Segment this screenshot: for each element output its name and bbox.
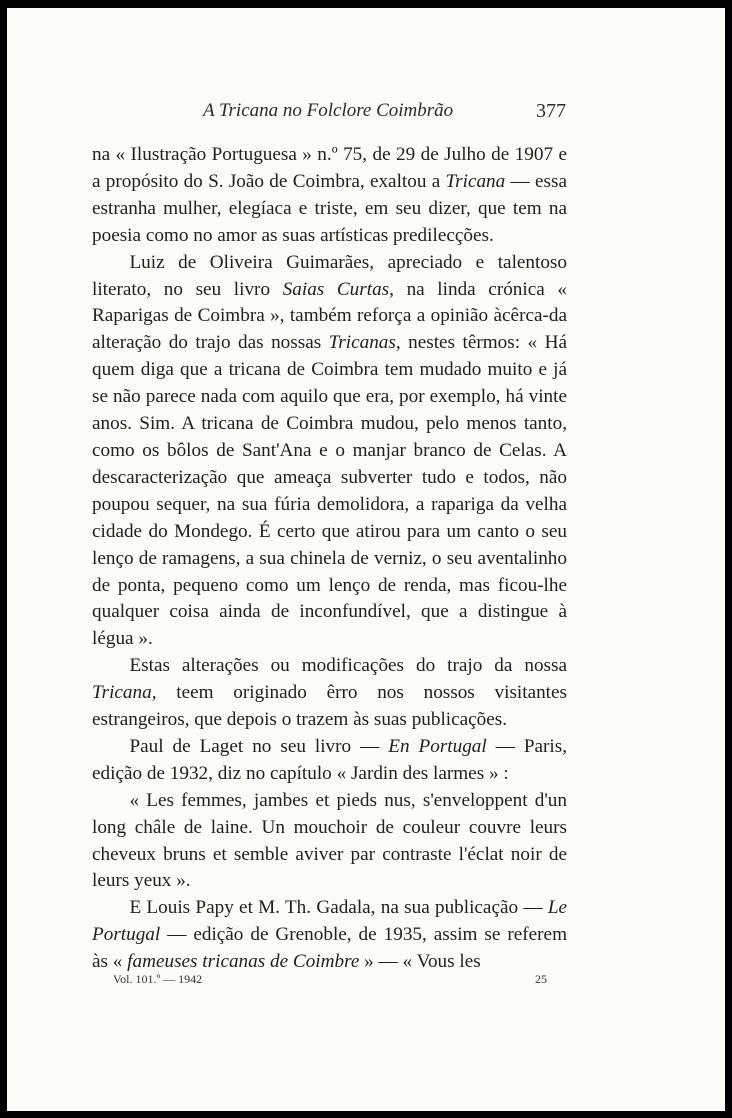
text-run: nestes têrmos: « Há quem diga que a tricana de Coimbra tem mudado muito e já se não parece nada com aquilo que era, por exemplo, há vinte anos. Sim. A tricana de Coimbra mudou, pelo menos tanto, como os bôlos de Sant'Ana e o manjar branco de Celas. A descaracterização que ameaça subverter tudo e todos, não poupou sequer, na sua fúria demolidora, a rapariga da velha cidade do Mondego. É certo que atirou para um canto o seu lenço de ramagens, a sua chinela de verniz, o seu aventalinho de ponta, pequeno como um lenço de renda, mas ficou-lhe qualquer coisa ainda de inconfundível, que a distingue à légua ».: [92, 332, 567, 650]
signature-mark: 25: [535, 972, 547, 986]
paragraph: [92, 788, 567, 896]
italic-text: Saias Curtas,: [282, 278, 394, 300]
text-run: na linda crónica « Raparigas de Coimbra », também reforça a opinião àcêrca-da alteração do trajo das nossas: [92, 278, 567, 354]
body-text: [92, 142, 567, 976]
paragraph: [92, 734, 567, 788]
text-run: — essa estranha mulher, elegíaca e triste, em seu dizer, que tem na poesia como no amor as suas artísticas predilecções.: [92, 170, 567, 246]
text-run: E Louis Papy et M. Th. Gadala, na sua publicação —: [129, 897, 548, 919]
paragraph: [92, 653, 567, 734]
italic-text: Tricanas,: [328, 332, 401, 354]
running-header: [7, 98, 725, 128]
text-run: « Les femmes, jambes et pieds nus, s'enveloppent d'un long châle de laine. Un mouchoir de couleur couvre leurs cheveux bruns et semble aviver par contraste l'éclat noir de leurs yeux ».: [92, 789, 567, 892]
page-number: 377: [536, 100, 566, 122]
italic-text: Tricana: [445, 170, 506, 192]
text-run: Luiz de Oliveira Guimarães, apreciado e talentoso literato, no seu livro: [92, 251, 567, 300]
italic-text: Le Portugal: [92, 897, 567, 946]
italic-text: fameuses tricanas de Coimbre: [127, 951, 360, 973]
text-run: Estas alterações ou modificações do trajo da nossa: [129, 655, 567, 677]
italic-text: En Portugal: [388, 735, 487, 757]
text-run: — edição de Grenoble, de 1935, assim se referem às «: [92, 924, 567, 973]
text-run: Paul de Laget no seu livro —: [129, 735, 389, 757]
text-run: » — « Vous les: [359, 951, 481, 973]
book-page: [7, 8, 725, 1111]
text-run: na « Ilustração Portuguesa » n.º 75, de 29 de Julho de 1907 e a propósito do S. João de Coimbra, exaltou a: [92, 144, 567, 192]
italic-text: Tricana,: [92, 682, 157, 704]
running-title: A Tricana no Folclore Coimbrão: [203, 100, 454, 121]
text-run: teem originado êrro nos nossos visitantes estrangeiros, que depois o trazem às suas publicações.: [92, 682, 567, 731]
paragraph: [92, 250, 567, 654]
volume-line: Vol. 101.º — 1942: [113, 972, 203, 986]
paragraph: [92, 895, 567, 976]
text-run: — Paris, edição de 1932, diz no capítulo « Jardin des larmes » :: [92, 735, 568, 784]
paragraph: [92, 142, 567, 250]
